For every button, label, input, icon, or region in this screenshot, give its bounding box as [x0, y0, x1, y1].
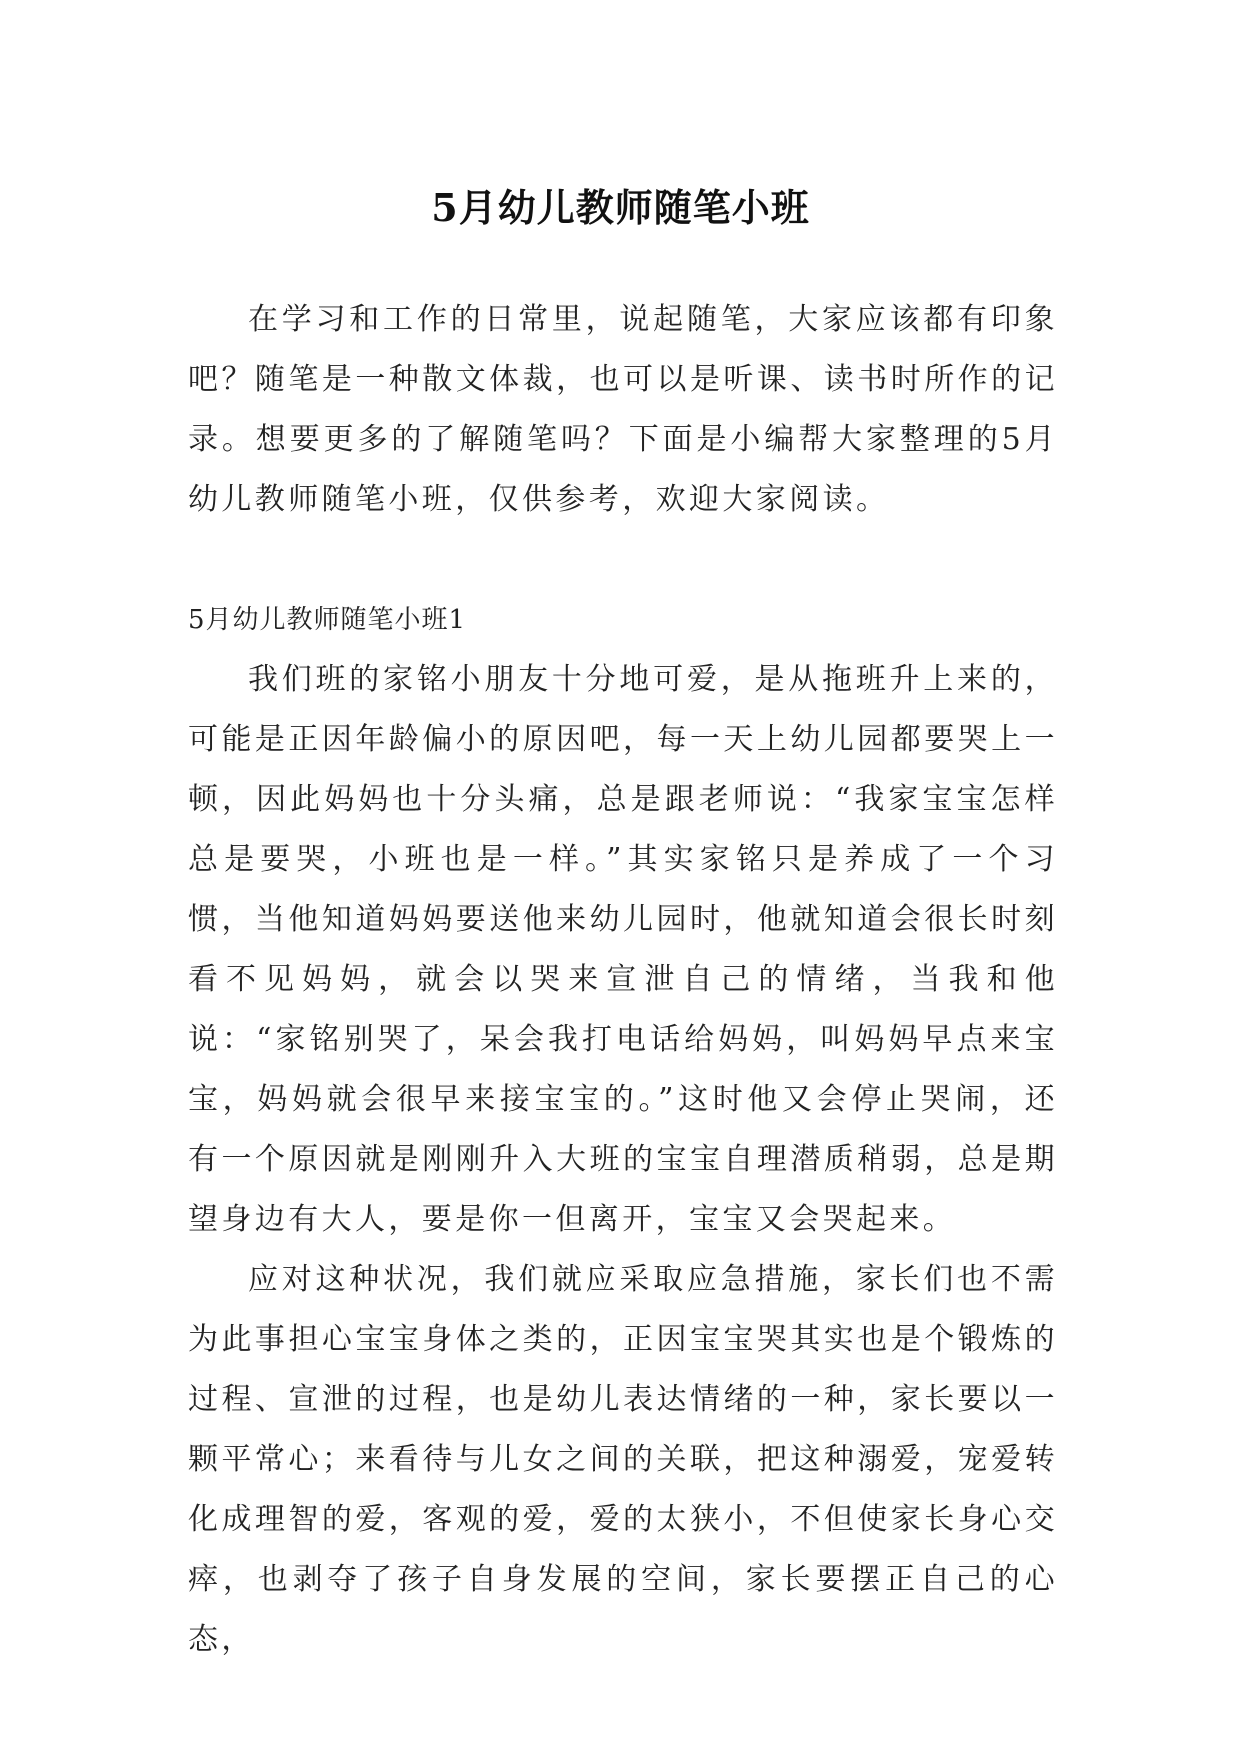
- body-paragraph-1: 我们班的家铭小朋友十分地可爱，是从拖班升上来的，可能是正因年龄偏小的原因吧，每一天上幼儿园都要哭上一顿，因此妈妈也十分头痛，总是跟老师说：“我家宝宝怎样总是要哭，小班也是一样。”其实家铭只是养成了一个习惯，当他知道妈妈要送他来幼儿园时，他就知道会很长时刻看不见妈妈，就会以哭来宣泄自己的情绪，当我和他说：“家铭别哭了，呆会我打电话给妈妈，叫妈妈早点来宝宝，妈妈就会很早来接宝宝的。”这时他又会停止哭闹，还有一个原因就是刚刚升入大班的宝宝自理潜质稍弱，总是期望身边有大人，要是你一但离开，宝宝又会哭起来。: [188, 662, 1058, 1237]
- document-title: 5月幼儿教师随笔小班: [431, 185, 810, 231]
- body-paragraph-2: 应对这种状况，我们就应采取应急措施，家长们也不需为此事担心宝宝身体之类的，正因宝宝哭其实也是个锻炼的过程、宣泄的过程，也是幼儿表达情绪的一种，家长要以一颗平常心；来看待与儿女之间的关联，把这种溺爱，宠爱转化成理智的爱，客观的爱，爱的太狭小，不但使家长身心交瘁，也剥夺了孩子自身发展的空间，家长要摆正自己的心态，: [188, 1262, 1058, 1657]
- document-body: [188, 290, 1058, 1670]
- section-title: 5月幼儿教师随笔小班1: [188, 605, 467, 635]
- intro-paragraph: 在学习和工作的日常里，说起随笔，大家应该都有印象吧？随笔是一种散文体裁，也可以是听课、读书时所作的记录。想要更多的了解随笔吗？下面是小编帮大家整理的5月幼儿教师随笔小班，仅供参考，欢迎大家阅读。: [188, 302, 1058, 517]
